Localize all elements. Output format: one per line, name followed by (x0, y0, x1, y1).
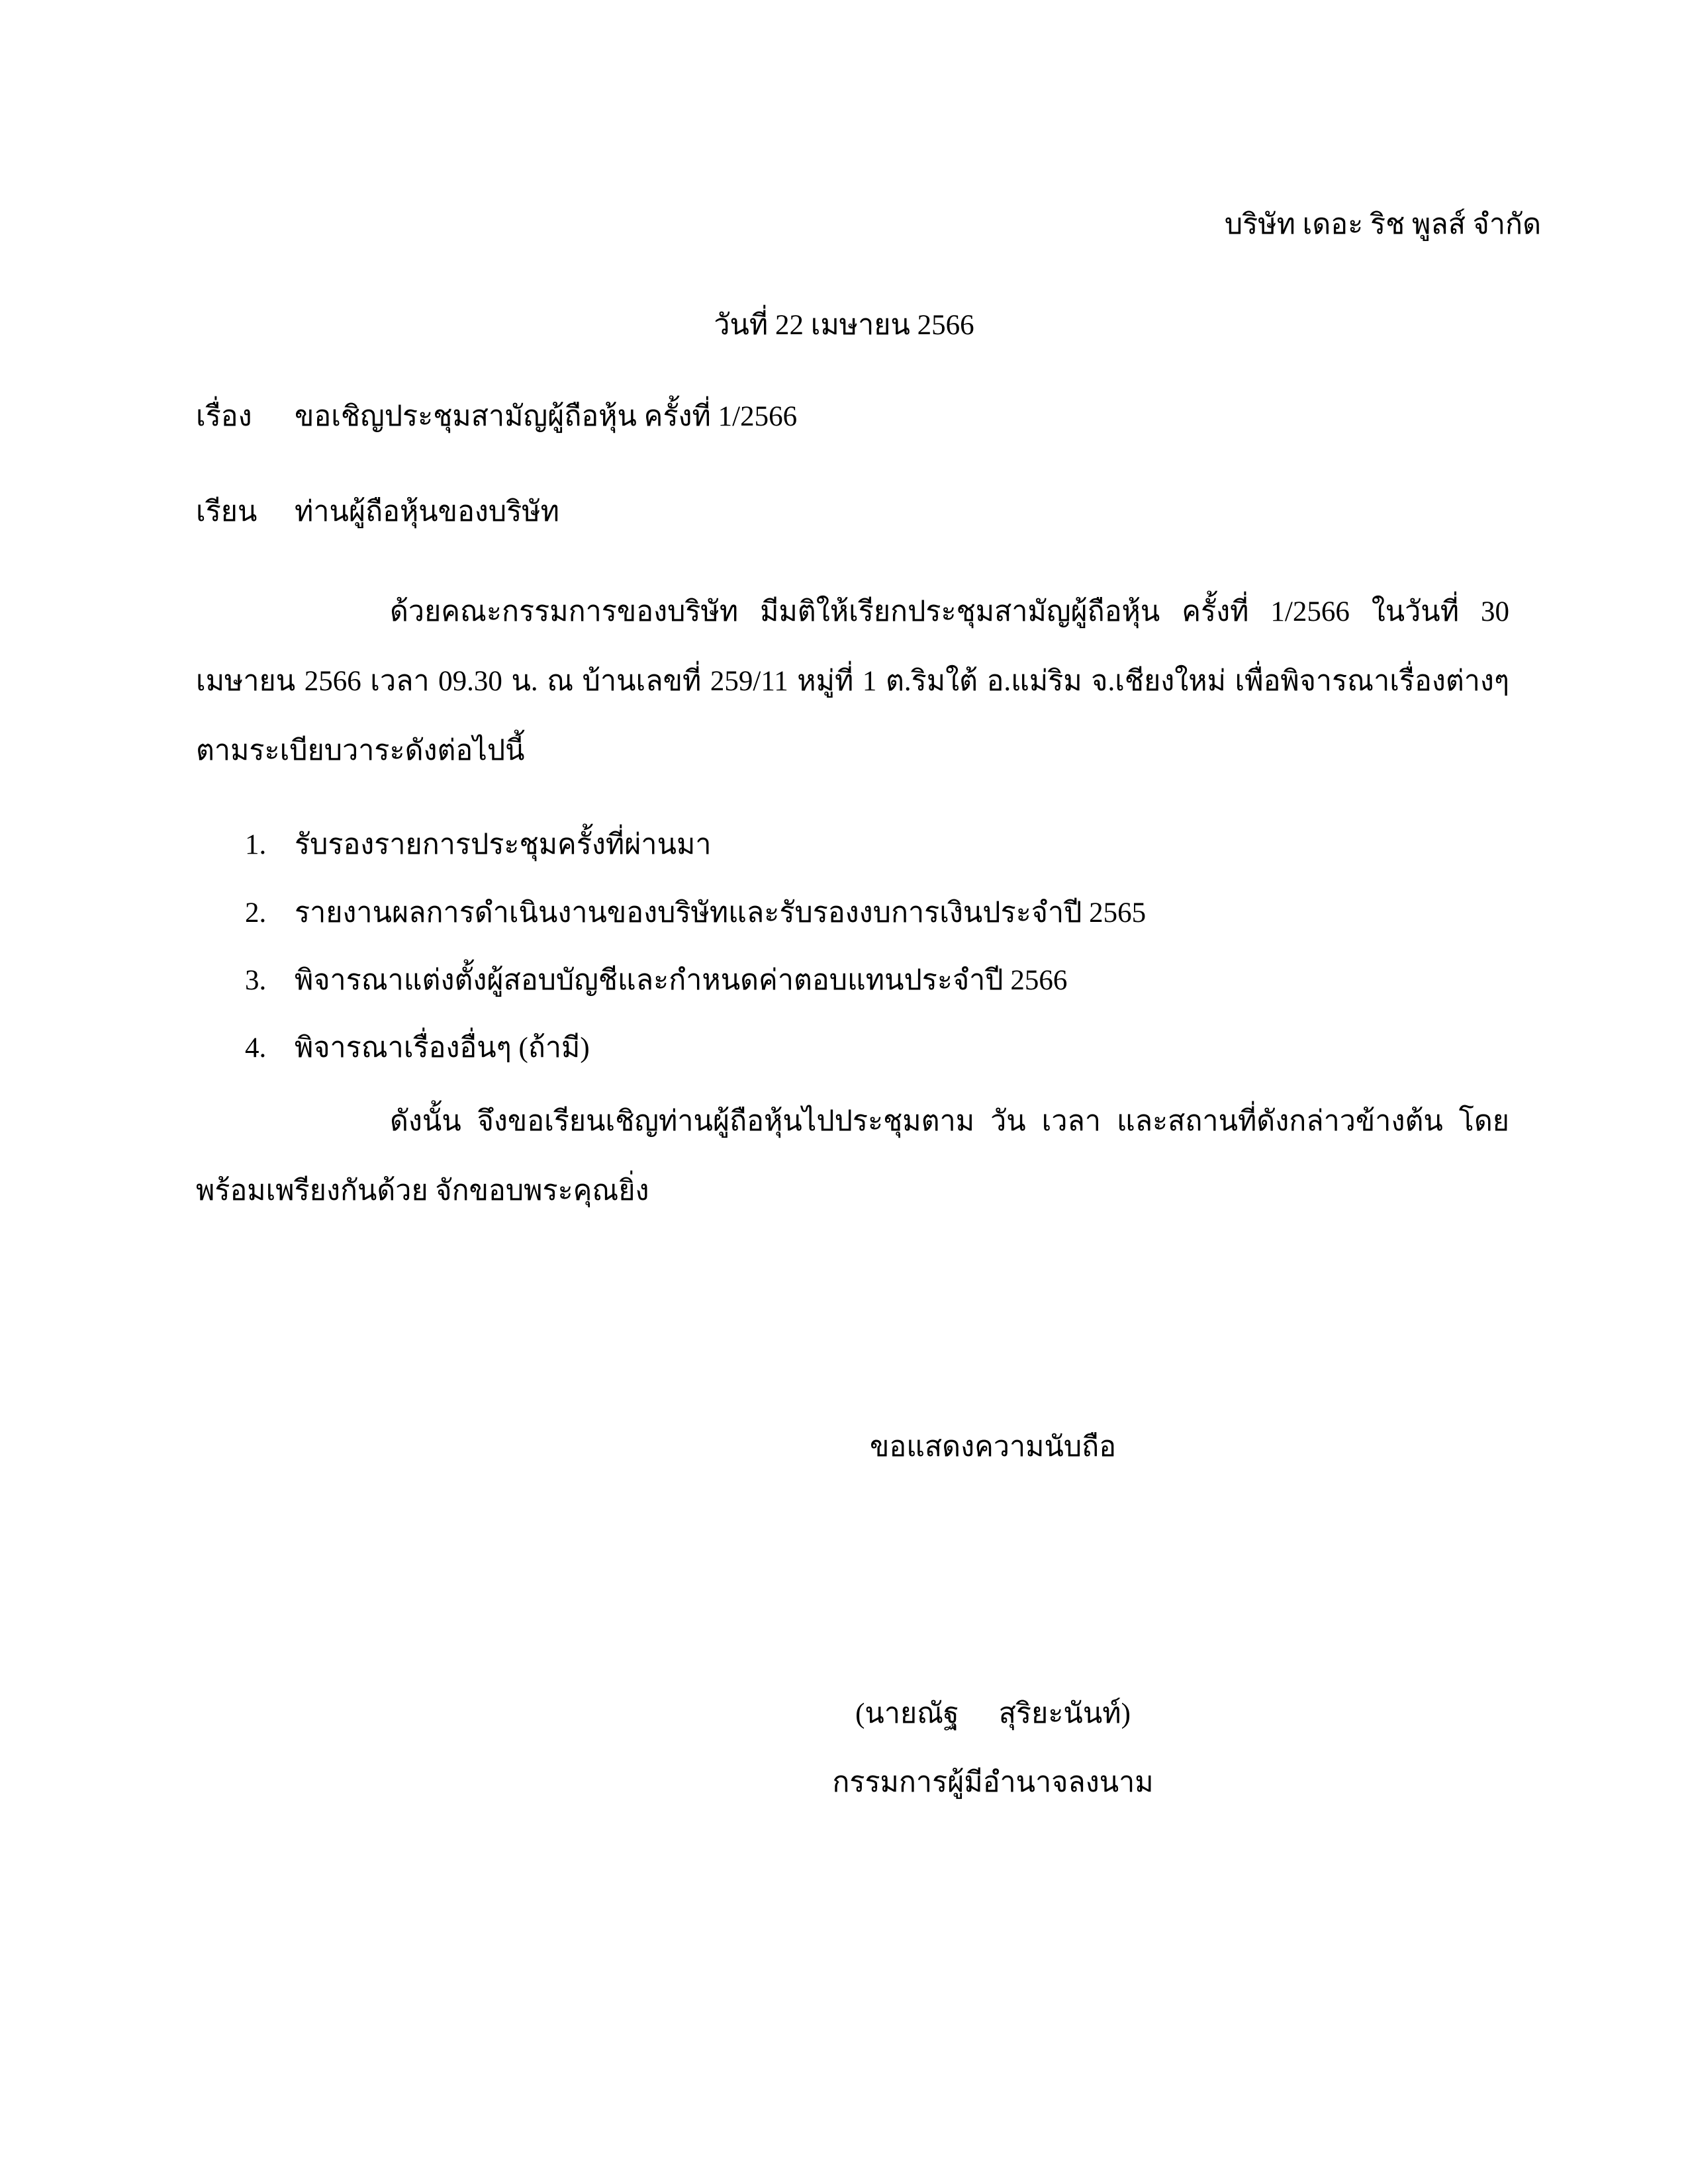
agenda-item-number: 1. (245, 829, 267, 860)
subject-text: ขอเชิญประชุมสามัญผู้ถือหุ้น ครั้งที่ 1/2566 (295, 401, 798, 432)
subject-label: เรื่อง (196, 401, 252, 432)
agenda-item-number: 3. (245, 965, 267, 996)
signer-name-first: (นายณัฐ (855, 1698, 959, 1729)
agenda-item-text: พิจารณาเรื่องอื่นๆ (ถ้ามี) (295, 1032, 590, 1064)
agenda-item (245, 1034, 590, 1062)
agenda-item (245, 899, 1146, 927)
signer-title: กรรมการผู้มีอำนาจลงนาม (832, 1767, 1154, 1798)
signer-name-last: สุริยะนันท์) (998, 1698, 1131, 1729)
body-paragraph-1-text: ด้วยคณะกรรมการของบริษัท มีมติให้เรียกประชุมสามัญผู้ถือหุ้น ครั้งที่ 1/2566 ในวันที่ 30 เมษายน 2566 เวลา 09.30 น. ณ บ้านเลขที่ 259/11 หมู่ที่ 1 ต.ริมใต้ อ.แม่ริม จ.เชียงใหม่ เพื่อพิจารณาเรื่องต่างๆ ตามระเบียบวาระดังต่อไปนี้ (196, 596, 1509, 766)
agenda-item-text: พิจารณาแต่งตั้งผู้สอบบัญชีและกำหนดค่าตอบแทนประจำปี 2566 (295, 965, 1068, 996)
agenda-item (245, 831, 711, 859)
agenda-item-text: รับรองรายการประชุมครั้งที่ผ่านมา (295, 829, 712, 860)
agenda-item-number: 2. (245, 897, 267, 929)
salutation-label: เรียน (196, 496, 258, 527)
body-paragraph-2-text: ดังนั้น จึงขอเรียนเชิญท่านผู้ถือหุ้นไปประชุมตาม วัน เวลา และสถานที่ดังกล่าวข้างต้น โดยพร้อมเพรียงกันด้วย จักขอบพระคุณยิ่ง (196, 1106, 1509, 1206)
letter-date: วันที่ 22 เมษายน 2566 (714, 310, 974, 341)
agenda-item-number: 4. (245, 1032, 267, 1064)
body-paragraph-1 (196, 577, 1509, 786)
company-name: บริษัท เดอะ ริช พูลส์ จำกัด (1224, 209, 1541, 240)
signer-name (794, 1700, 1192, 1728)
closing-phrase: ขอแสดงความนับถือ (869, 1432, 1117, 1463)
salutation-text: ท่านผู้ถือหุ้นของบริษัท (295, 496, 559, 527)
body-paragraph-2 (196, 1087, 1509, 1226)
agenda-item (245, 966, 1067, 995)
agenda-item-text: รายงานผลการดำเนินงานของบริษัทและรับรองงบการเงินประจำปี 2565 (295, 897, 1147, 929)
